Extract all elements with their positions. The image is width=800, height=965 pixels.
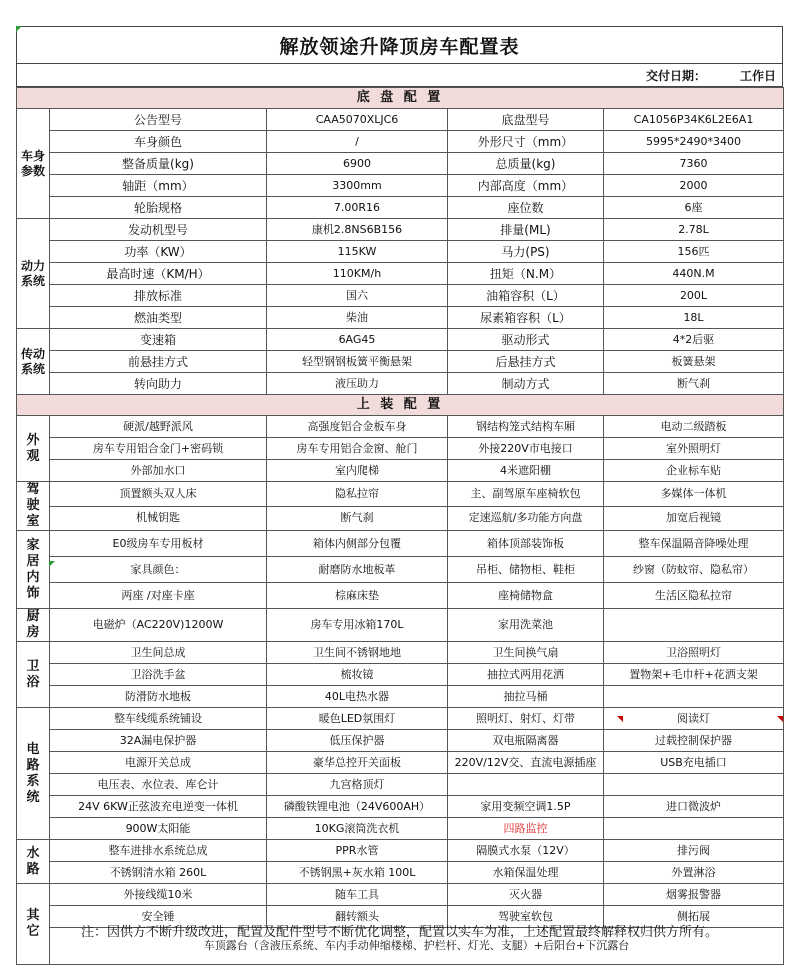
cell: 驱动形式 bbox=[448, 329, 604, 351]
cell: 制动方式 bbox=[448, 373, 604, 395]
other-label: 其 它 bbox=[17, 884, 50, 965]
table-row bbox=[17, 730, 784, 752]
cell: 外形尺寸（mm） bbox=[448, 131, 604, 153]
cell: CAA5070XLJC6 bbox=[267, 109, 448, 131]
chassis-section-header-title: 底 盘 配 置 bbox=[17, 88, 784, 109]
comment-flag-icon bbox=[617, 716, 623, 722]
table-row bbox=[17, 416, 784, 438]
table-row bbox=[17, 506, 784, 531]
cell bbox=[604, 609, 784, 642]
cell: 烟雾报警器 bbox=[604, 884, 784, 906]
cell: 轴距（mm） bbox=[50, 175, 267, 197]
cell: 卫生间换气扇 bbox=[448, 642, 604, 664]
table-row bbox=[17, 840, 784, 862]
cell: 座位数 bbox=[448, 197, 604, 219]
cell: 扭矩（N.M） bbox=[448, 263, 604, 285]
cell: 过载控制保护器 bbox=[604, 730, 784, 752]
cell: 定速巡航/多功能方向盘 bbox=[448, 506, 604, 531]
cell: 440N.M bbox=[604, 263, 784, 285]
cell: 整车进排水系统总成 bbox=[50, 840, 267, 862]
cell: 外接线缆10米 bbox=[50, 884, 267, 906]
cell: 耐磨防水地板革 bbox=[267, 557, 448, 583]
cell: 6座 bbox=[604, 197, 784, 219]
cell: 国六 bbox=[267, 285, 448, 307]
cell bbox=[604, 686, 784, 708]
chassis-section-header bbox=[17, 88, 784, 109]
cab-label: 驾 驶 室 bbox=[17, 482, 50, 531]
table-row bbox=[17, 241, 784, 263]
cell: 不锈钢清水箱 260L bbox=[50, 862, 267, 884]
cell: 断气刹 bbox=[267, 506, 448, 531]
cell: 40L电热水器 bbox=[267, 686, 448, 708]
table-row bbox=[17, 438, 784, 460]
cell: 翻转额头 bbox=[267, 906, 448, 928]
cell: 总质量(kg) bbox=[448, 153, 604, 175]
cell: 置物架+毛巾杆+花洒支架 bbox=[604, 664, 784, 686]
cell: 两座 /对座卡座 bbox=[50, 583, 267, 609]
cell: 轻型钢钢板簧平衡悬架 bbox=[267, 351, 448, 373]
upper-section-header bbox=[17, 395, 784, 416]
cell: 2.78L bbox=[604, 219, 784, 241]
cell: 隔膜式水泵（12V） bbox=[448, 840, 604, 862]
cell: 卫生间总成 bbox=[50, 642, 267, 664]
exterior-label: 外 观 bbox=[17, 416, 50, 482]
cell: 隐私拉帘 bbox=[267, 482, 448, 507]
cell: 外部加水口 bbox=[50, 460, 267, 482]
cell: 900W太阳能 bbox=[50, 818, 267, 840]
table-row bbox=[17, 752, 784, 774]
bath-label: 卫 浴 bbox=[17, 642, 50, 708]
table-row bbox=[17, 109, 784, 131]
cell: 灭火器 bbox=[448, 884, 604, 906]
cell: 7.00R16 bbox=[267, 197, 448, 219]
delivery-label: 交付日期： bbox=[645, 68, 706, 83]
table-row bbox=[17, 263, 784, 285]
cell: 家具颜色： bbox=[50, 557, 267, 583]
body-params-label: 车身 参数 bbox=[17, 109, 50, 219]
cell: 底盘型号 bbox=[448, 109, 604, 131]
cell: 防滑防水地板 bbox=[50, 686, 267, 708]
table-row bbox=[17, 531, 784, 557]
cell: 抽拉式两用花洒 bbox=[448, 664, 604, 686]
kitchen-label: 厨 房 bbox=[17, 609, 50, 642]
cell: 电磁炉（AC220V)1200W bbox=[50, 609, 267, 642]
cell: 钢结构笼式结构车厢 bbox=[448, 416, 604, 438]
table-row bbox=[17, 351, 784, 373]
config-sheet bbox=[16, 26, 783, 965]
cell: 燃油类型 bbox=[50, 307, 267, 329]
rooftop-terrace-cell: 车顶露台（含液压系统、车内手动伸缩楼梯、护栏杆、灯光、支腿）+后阳台+下沉露台 bbox=[50, 928, 784, 965]
cell: 24V 6KW正弦波充电逆变一体机 bbox=[50, 796, 267, 818]
config-table bbox=[16, 87, 784, 965]
cell: 顶置额头双人床 bbox=[50, 482, 267, 507]
cell: 车身颜色 bbox=[50, 131, 267, 153]
cell: 低压保护器 bbox=[267, 730, 448, 752]
cell: 油箱容积（L） bbox=[448, 285, 604, 307]
cell: 整备质量(kg) bbox=[50, 153, 267, 175]
cell: 企业标车贴 bbox=[604, 460, 784, 482]
cell: 座椅储物盒 bbox=[448, 583, 604, 609]
table-row bbox=[17, 131, 784, 153]
cell: 110KM/h bbox=[267, 263, 448, 285]
table-row bbox=[17, 664, 784, 686]
cell: 发动机型号 bbox=[50, 219, 267, 241]
cell: 室外照明灯 bbox=[604, 438, 784, 460]
cell: E0级房车专用板材 bbox=[50, 531, 267, 557]
transmission-system-label: 传动 系统 bbox=[17, 329, 50, 395]
cell bbox=[604, 774, 784, 796]
cell: 板簧悬架 bbox=[604, 351, 784, 373]
table-row bbox=[17, 583, 784, 609]
cell: 康机2.8NS6B156 bbox=[267, 219, 448, 241]
table-row bbox=[17, 862, 784, 884]
cell: 排量(ML) bbox=[448, 219, 604, 241]
cell: 200L bbox=[604, 285, 784, 307]
table-row bbox=[17, 884, 784, 906]
cell: 外置淋浴 bbox=[604, 862, 784, 884]
cell bbox=[604, 818, 784, 840]
table-row bbox=[17, 153, 784, 175]
table-row bbox=[17, 642, 784, 664]
cell: 整车保温隔音降噪处理 bbox=[604, 531, 784, 557]
cell: 棕麻床垫 bbox=[267, 583, 448, 609]
cell: 32A漏电保护器 bbox=[50, 730, 267, 752]
table-row bbox=[17, 686, 784, 708]
cell: 马力(PS) bbox=[448, 241, 604, 263]
cell: 抽拉马桶 bbox=[448, 686, 604, 708]
delivery-row bbox=[16, 63, 783, 87]
cell: 加宽后视镜 bbox=[604, 506, 784, 531]
cell: 6AG45 bbox=[267, 329, 448, 351]
cell: 功率（KW） bbox=[50, 241, 267, 263]
cell: 驾驶室软包 bbox=[448, 906, 604, 928]
cell: 房车专用铝合金窗、舱门 bbox=[267, 438, 448, 460]
cell: 排放标准 bbox=[50, 285, 267, 307]
table-row bbox=[17, 818, 784, 840]
cell: 6900 bbox=[267, 153, 448, 175]
cell: 暖色LED氛围灯 bbox=[267, 708, 448, 730]
cell: USB充电插口 bbox=[604, 752, 784, 774]
comment-flag-icon bbox=[777, 716, 783, 722]
cell: 进口微波炉 bbox=[604, 796, 784, 818]
cell: 双电瓶隔离器 bbox=[448, 730, 604, 752]
cell: 4*2后驱 bbox=[604, 329, 784, 351]
cell: 外接220V市电接口 bbox=[448, 438, 604, 460]
cell: 10KG滚筒洗衣机 bbox=[267, 818, 448, 840]
cell: PPR水管 bbox=[267, 840, 448, 862]
home-interior-label: 家 居 内 饰 bbox=[17, 531, 50, 609]
cell: 电动二级踏板 bbox=[604, 416, 784, 438]
cell: 吊柜、储物柜、鞋柜 bbox=[448, 557, 604, 583]
table-row bbox=[17, 175, 784, 197]
electrical-system-label: 电 路 系 统 bbox=[17, 708, 50, 840]
cell: 公告型号 bbox=[50, 109, 267, 131]
cell: 内部高度（mm） bbox=[448, 175, 604, 197]
table-row bbox=[17, 482, 784, 507]
water-system-label: 水 路 bbox=[17, 840, 50, 884]
cell: 排污阀 bbox=[604, 840, 784, 862]
cell: 家用变频空调1.5P bbox=[448, 796, 604, 818]
cell: 轮胎规格 bbox=[50, 197, 267, 219]
cell: 四路监控 bbox=[448, 818, 604, 840]
cell: 4米遮阳棚 bbox=[448, 460, 604, 482]
table-row bbox=[17, 307, 784, 329]
cell: 115KW bbox=[267, 241, 448, 263]
table-row bbox=[17, 460, 784, 482]
cell: 卫生间不锈钢地地 bbox=[267, 642, 448, 664]
cell: CA1056P34K6L2E6A1 bbox=[604, 109, 784, 131]
cell: 液压助力 bbox=[267, 373, 448, 395]
cell: 转向助力 bbox=[50, 373, 267, 395]
table-row bbox=[17, 285, 784, 307]
cell: 硬派/越野派风 bbox=[50, 416, 267, 438]
cell: 阅读灯 bbox=[604, 708, 784, 730]
cell: 5995*2490*3400 bbox=[604, 131, 784, 153]
cell: 卫浴照明灯 bbox=[604, 642, 784, 664]
cell: 220V/12V交、直流电源插座 bbox=[448, 752, 604, 774]
cell: 2000 bbox=[604, 175, 784, 197]
cell: 卫浴洗手盆 bbox=[50, 664, 267, 686]
cell: 不锈钢黑+灰水箱 100L bbox=[267, 862, 448, 884]
cell: 室内爬梯 bbox=[267, 460, 448, 482]
table-row bbox=[17, 774, 784, 796]
cell: 电源开关总成 bbox=[50, 752, 267, 774]
delivery-value: 工作日 bbox=[739, 68, 776, 83]
cell: 箱体顶部装饰板 bbox=[448, 531, 604, 557]
cell: 梳妆镜 bbox=[267, 664, 448, 686]
cell: 家用洗菜池 bbox=[448, 609, 604, 642]
table-row bbox=[17, 796, 784, 818]
cell: 安全锤 bbox=[50, 906, 267, 928]
cell: 3300mm bbox=[267, 175, 448, 197]
footnote: 注：因供方不断升级改进，配置及配件型号不断优化调整，配置以实车为准，上述配置最终解释权归供方所有。 bbox=[80, 925, 718, 940]
table-row bbox=[17, 197, 784, 219]
cell: 九宫格顶灯 bbox=[267, 774, 448, 796]
table-row bbox=[17, 557, 784, 583]
cell: 照明灯、射灯、灯带 bbox=[448, 708, 604, 730]
cell: 纱窗（防蚊帘、隐私帘） bbox=[604, 557, 784, 583]
cell: 前悬挂方式 bbox=[50, 351, 267, 373]
cell: 房车专用铝合金门+密码锁 bbox=[50, 438, 267, 460]
cell: 机械钥匙 bbox=[50, 506, 267, 531]
cell: 变速箱 bbox=[50, 329, 267, 351]
comment-flag-icon bbox=[16, 26, 22, 32]
cell: / bbox=[267, 131, 448, 153]
cell: 7360 bbox=[604, 153, 784, 175]
page-title: 解放领途升降顶房车配置表 bbox=[16, 26, 783, 63]
comment-flag-icon bbox=[49, 561, 55, 567]
cell: 尿素箱容积（L） bbox=[448, 307, 604, 329]
cell: 侧拓展 bbox=[604, 906, 784, 928]
cell: 水箱保温处理 bbox=[448, 862, 604, 884]
table-row bbox=[17, 219, 784, 241]
cell: 后悬挂方式 bbox=[448, 351, 604, 373]
cell: 高强度铝合金板车身 bbox=[267, 416, 448, 438]
cell: 随车工具 bbox=[267, 884, 448, 906]
cell: 156匹 bbox=[604, 241, 784, 263]
cell: 整车线缆系统铺设 bbox=[50, 708, 267, 730]
cell: 主、副驾原车座椅软包 bbox=[448, 482, 604, 507]
table-row bbox=[17, 329, 784, 351]
table-row bbox=[17, 708, 784, 730]
cell: 多媒体一体机 bbox=[604, 482, 784, 507]
cell: 柴油 bbox=[267, 307, 448, 329]
cell: 电压表、水位表、库仑计 bbox=[50, 774, 267, 796]
table-row bbox=[17, 373, 784, 395]
cell bbox=[448, 774, 604, 796]
cell: 磷酸铁锂电池（24V600AH） bbox=[267, 796, 448, 818]
cell: 生活区隐私拉帘 bbox=[604, 583, 784, 609]
cell: 18L bbox=[604, 307, 784, 329]
table-row bbox=[17, 609, 784, 642]
cell: 箱体内侧部分包覆 bbox=[267, 531, 448, 557]
cell: 房车专用冰箱170L bbox=[267, 609, 448, 642]
power-system-label: 动力 系统 bbox=[17, 219, 50, 329]
cell: 最高时速（KM/H） bbox=[50, 263, 267, 285]
upper-section-header-title: 上 装 配 置 bbox=[17, 395, 784, 416]
cell: 豪华总控开关面板 bbox=[267, 752, 448, 774]
cell: 断气刹 bbox=[604, 373, 784, 395]
